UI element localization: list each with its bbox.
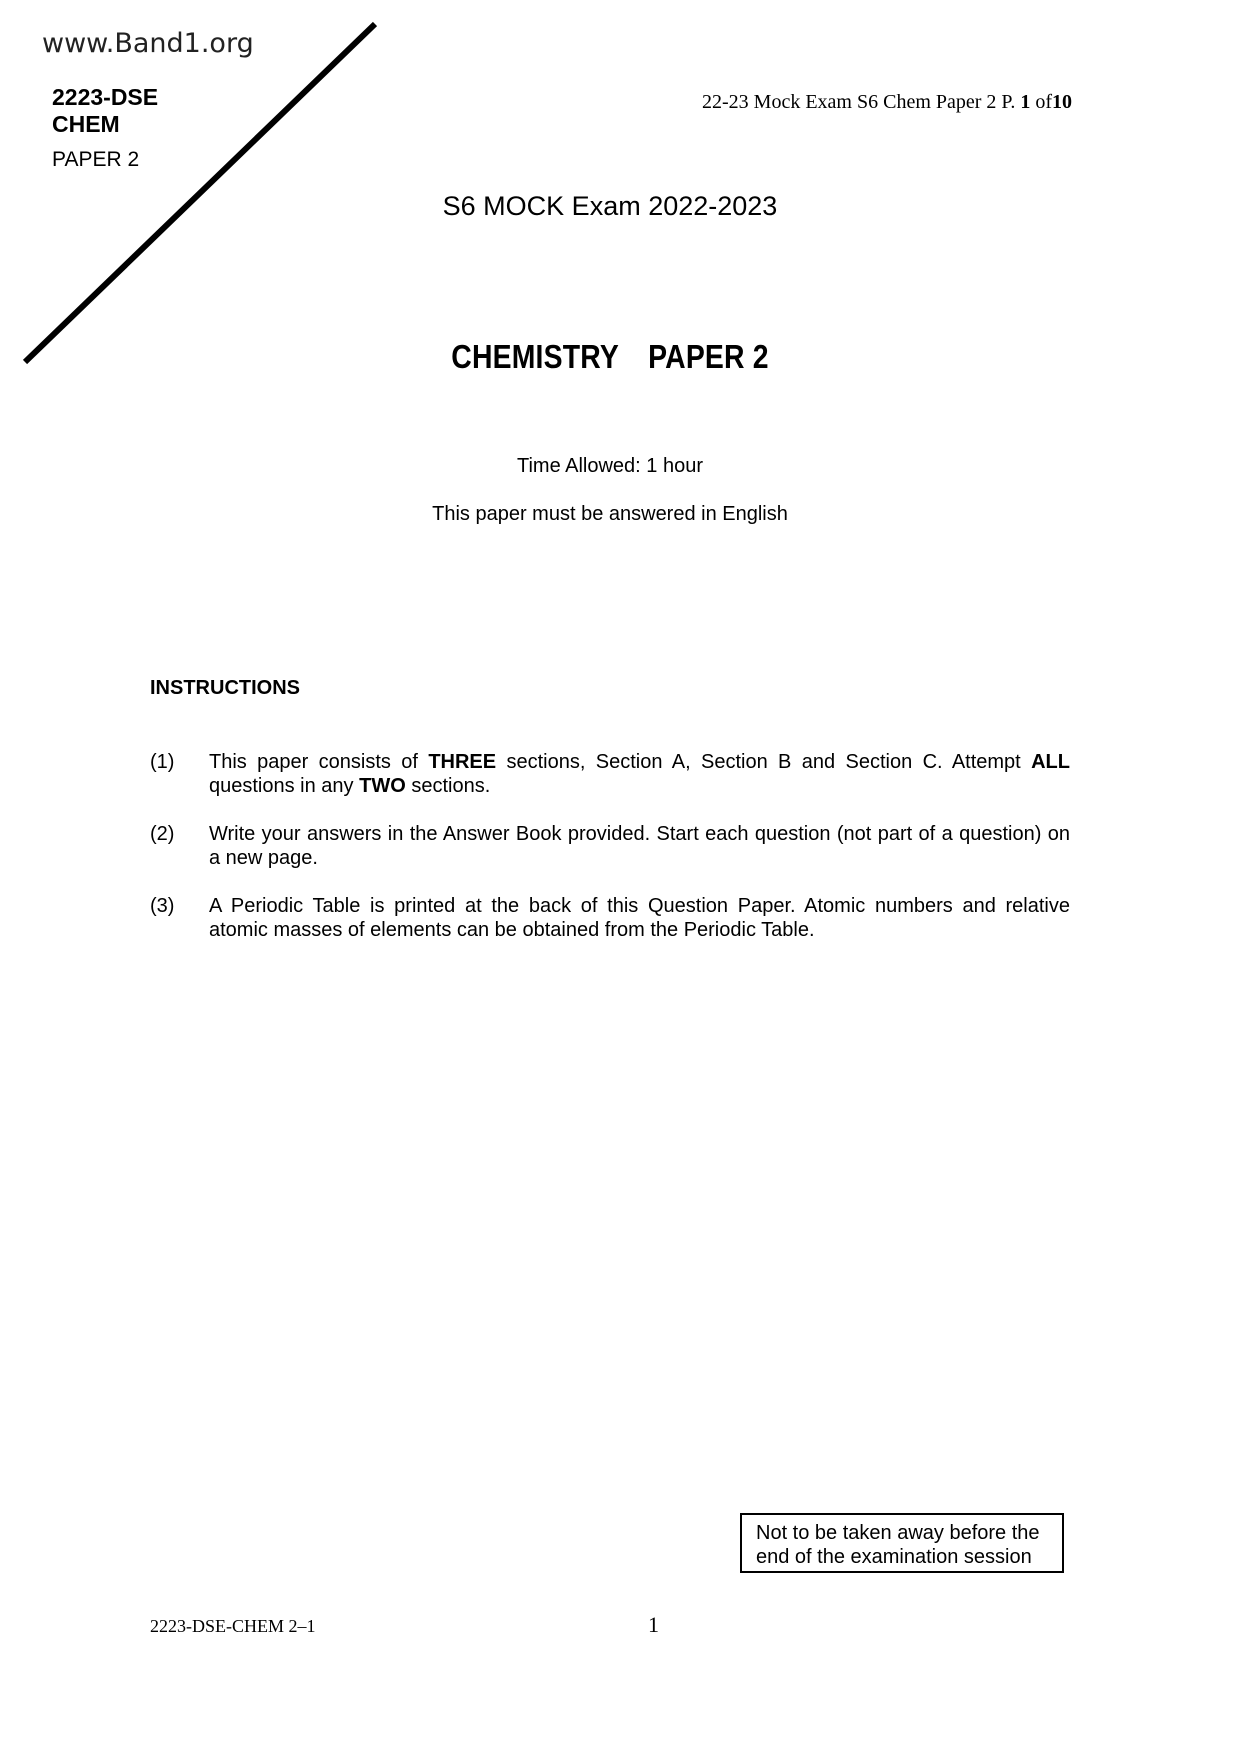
notice-box	[740, 1513, 1064, 1573]
page-number: 1	[648, 1612, 659, 1637]
paper-code-line2: CHEM	[52, 111, 120, 137]
instruction-emphasis: ALL	[1031, 751, 1070, 773]
notice-line2: end of the examination session	[756, 1546, 1032, 1568]
header-total: 10	[1052, 91, 1072, 113]
paper-code-line1: 2223-DSE	[52, 84, 159, 110]
header-page: 1	[1020, 91, 1031, 113]
instruction-text: A Periodic Table is printed at the back of this Question Paper. Atomic numbers and relative atomic masses of elements can be obtained from the Periodic Table.	[209, 895, 1070, 941]
subject-name: CHEMISTRY	[451, 338, 619, 375]
time-allowed: Time Allowed: 1 hour	[516, 455, 703, 477]
language-note: This paper must be answered in English	[432, 503, 788, 525]
instruction-emphasis: THREE	[428, 751, 497, 773]
header-of: of	[1035, 91, 1052, 113]
exam-title: S6 MOCK Exam 2022-2023	[442, 191, 778, 221]
page-header	[702, 91, 1072, 114]
watermark: www.Band1.org	[42, 28, 254, 59]
paper-code-block	[52, 84, 158, 172]
instruction-text-part: This paper consists of	[209, 751, 429, 773]
instruction-number: (2)	[150, 823, 175, 845]
header-prefix: 22-23 Mock Exam S6 Chem Paper 2 P.	[702, 91, 1016, 113]
instructions-heading: INSTRUCTIONS	[150, 677, 300, 699]
paper-code-line3: PAPER 2	[52, 148, 140, 171]
instruction-number: (3)	[150, 895, 175, 917]
instruction-item	[150, 822, 1070, 870]
instruction-item	[150, 894, 1070, 942]
notice-line1: Not to be taken away before the	[756, 1522, 1040, 1544]
footer-code: 2223-DSE-CHEM 2–1	[150, 1616, 316, 1636]
subject-paper: PAPER 2	[648, 338, 769, 375]
subject-title	[85, 338, 1134, 376]
instruction-text: Write your answers in the Answer Book provided. Start each question (not part of a question) on a new page.	[209, 823, 1070, 869]
instruction-emphasis: TWO	[359, 775, 406, 797]
instruction-number: (1)	[150, 751, 175, 773]
instruction-text	[209, 750, 1070, 798]
instruction-item	[150, 750, 1070, 798]
instruction-text-part: sections.	[405, 775, 491, 797]
instruction-text-part: sections, Section A, Section B and Section C. Attempt	[496, 751, 1032, 773]
instruction-text-part: questions in any	[209, 775, 360, 797]
